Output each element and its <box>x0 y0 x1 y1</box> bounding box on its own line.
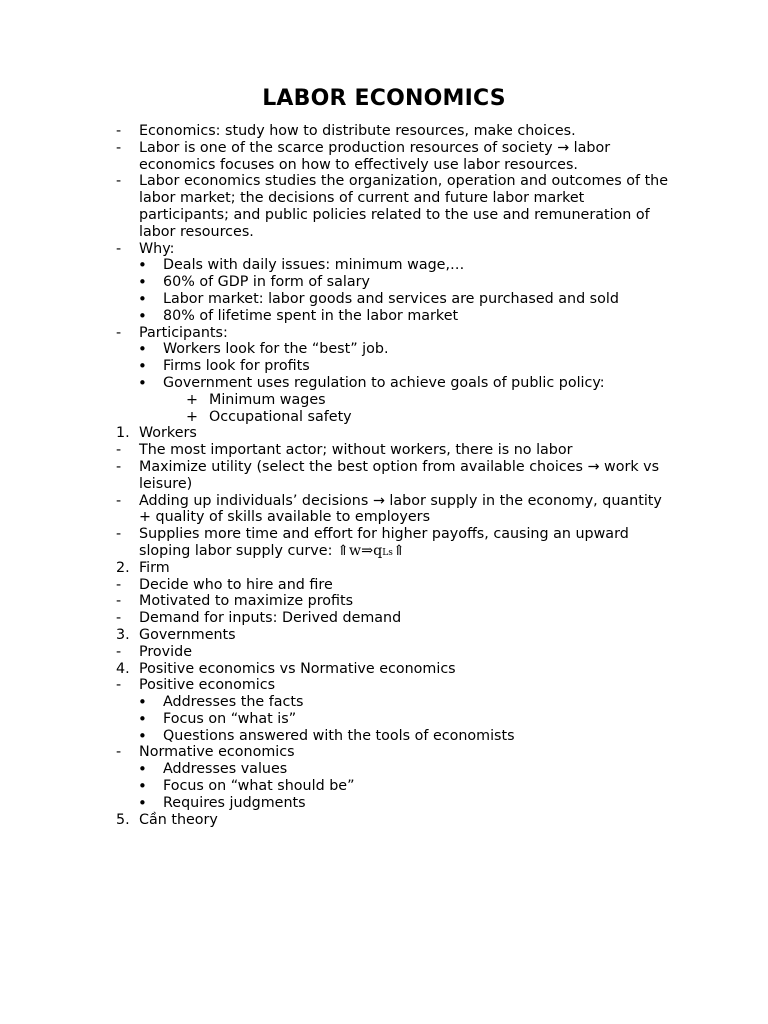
list-item <box>0 577 768 594</box>
item-text: Labor market: labor goods and services are purchased and sold <box>163 290 619 307</box>
bullet-marker: • <box>138 256 147 275</box>
item-text: Workers look for the “best” job. <box>163 341 389 358</box>
dash-marker: - <box>116 173 122 190</box>
bullet-marker: • <box>138 709 147 728</box>
item-text: Firms look for profits <box>163 358 310 375</box>
dash-marker: - <box>116 593 122 610</box>
item-text: labor market; the decisions of current and future labor market <box>139 190 585 207</box>
bullet-item <box>0 711 768 728</box>
bullet-item <box>0 358 768 375</box>
list-item <box>0 459 768 476</box>
list-item <box>0 610 768 627</box>
item-text: Focus on “what is” <box>163 710 297 727</box>
dash-marker: - <box>116 492 122 509</box>
item-text: Addresses values <box>163 761 288 778</box>
list-item <box>0 325 768 342</box>
bullet-item <box>0 778 768 795</box>
supply-formula: ⇑w⇒q <box>336 542 383 559</box>
list-item <box>0 526 768 543</box>
dash-marker: - <box>116 458 122 475</box>
list-item <box>0 493 768 510</box>
item-text: + quality of skills available to employers <box>139 509 431 526</box>
list-item <box>0 442 768 459</box>
bullet-item <box>0 291 768 308</box>
item-text: Government uses regulation to achieve goals of public policy: <box>163 374 605 391</box>
list-item <box>0 644 768 661</box>
dash-marker: - <box>116 677 122 694</box>
formula-end: ⇑ <box>392 542 405 559</box>
item-text: 80% of lifetime spent in the labor market <box>163 307 459 324</box>
dash-marker: - <box>116 576 122 593</box>
formula-subscript: Ls <box>382 547 393 558</box>
item-text: Motivated to maximize profits <box>139 593 354 610</box>
bullet-marker: • <box>138 726 147 745</box>
bullet-item <box>0 257 768 274</box>
item-text: Addresses the facts <box>163 694 304 711</box>
document-body <box>0 123 768 828</box>
item-text: Focus on “what should be” <box>163 778 355 795</box>
bullet-marker: • <box>138 306 147 325</box>
item-text: Normative economics <box>139 744 295 761</box>
dash-marker: - <box>116 442 122 459</box>
number-marker: 2. <box>116 559 130 576</box>
list-item-continuation <box>0 207 768 224</box>
bullet-marker: • <box>138 693 147 712</box>
bullet-marker: • <box>138 793 147 812</box>
number-marker: 1. <box>116 425 130 442</box>
item-text: Deals with daily issues: minimum wage,… <box>163 257 465 274</box>
bullet-item <box>0 795 768 812</box>
heading-text: Positive economics vs Normative economics <box>139 660 456 677</box>
heading-text: Cần theory <box>139 811 218 828</box>
item-text: The most important actor; without workers, there is no labor <box>139 442 573 459</box>
list-item <box>0 593 768 610</box>
bullet-item <box>0 375 768 392</box>
bullet-marker: • <box>138 777 147 796</box>
bullet-item <box>0 694 768 711</box>
bullet-marker: • <box>138 357 147 376</box>
item-text: Labor is one of the scarce production resources of society → labor <box>139 139 611 156</box>
item-text: Supplies more time and effort for higher payoffs, causing an upward <box>139 526 629 543</box>
list-item-continuation <box>0 190 768 207</box>
dash-marker: - <box>116 240 122 257</box>
item-text: labor resources. <box>139 223 254 240</box>
item-text: Demand for inputs: Derived demand <box>139 610 402 627</box>
bullet-marker: • <box>138 373 147 392</box>
dash-marker: - <box>116 324 122 341</box>
item-text: Decide who to hire and fire <box>139 576 333 593</box>
item-text: Occupational safety <box>209 408 352 425</box>
number-marker: 3. <box>116 626 130 643</box>
bullet-item <box>0 341 768 358</box>
item-text: participants; and public policies related to the use and remuneration of <box>139 206 650 223</box>
list-item <box>0 140 768 157</box>
bullet-item <box>0 728 768 745</box>
list-item <box>0 173 768 190</box>
bullet-marker: • <box>138 289 147 308</box>
item-text: Labor economics studies the organization, operation and outcomes of the <box>139 173 669 190</box>
bullet-item <box>0 308 768 325</box>
numbered-heading <box>0 812 768 829</box>
numbered-heading <box>0 627 768 644</box>
item-text: Positive economics <box>139 677 276 694</box>
numbered-heading <box>0 425 768 442</box>
bullet-item <box>0 274 768 291</box>
item-text: 60% of GDP in form of salary <box>163 274 370 291</box>
dash-marker: - <box>116 643 122 660</box>
plus-item <box>0 409 768 426</box>
item-text: Participants: <box>139 324 228 341</box>
plus-marker: + <box>186 391 198 408</box>
bullet-item <box>0 761 768 778</box>
item-text: Questions answered with the tools of economists <box>163 727 515 744</box>
item-text: economics focuses on how to effectively use labor resources. <box>139 156 578 173</box>
list-item <box>0 744 768 761</box>
heading-text: Workers <box>139 425 197 442</box>
numbered-heading <box>0 661 768 678</box>
item-text: Why: <box>139 240 175 257</box>
bullet-marker: • <box>138 340 147 359</box>
dash-marker: - <box>116 744 122 761</box>
list-item-continuation <box>0 224 768 241</box>
item-text: Economics: study how to distribute resources, make choices. <box>139 123 576 139</box>
number-marker: 4. <box>116 660 130 677</box>
list-item-continuation <box>0 509 768 526</box>
list-item-continuation <box>0 543 768 560</box>
item-text: leisure) <box>139 475 193 492</box>
item-text: Minimum wages <box>209 391 326 408</box>
list-item <box>0 677 768 694</box>
dash-marker: - <box>116 139 122 156</box>
dash-marker: - <box>116 610 122 627</box>
document-title: LABOR ECONOMICS <box>262 86 506 111</box>
list-item <box>0 241 768 258</box>
formula-intro: sloping labor supply curve: <box>139 542 337 559</box>
numbered-heading <box>0 560 768 577</box>
bullet-marker: • <box>138 760 147 779</box>
bullet-marker: • <box>138 273 147 292</box>
list-item-continuation <box>0 157 768 174</box>
item-text: Requires judgments <box>163 794 306 811</box>
dash-marker: - <box>116 123 122 139</box>
item-text: Adding up individuals’ decisions → labor supply in the economy, quantity <box>139 492 662 509</box>
heading-text: Firm <box>139 559 170 576</box>
heading-text: Governments <box>139 626 236 643</box>
number-marker: 5. <box>116 811 130 828</box>
plus-marker: + <box>186 408 198 425</box>
dash-marker: - <box>116 526 122 543</box>
item-text: Maximize utility (select the best option from available choices → work vs <box>139 458 660 475</box>
list-item <box>0 123 768 140</box>
item-text: Provide <box>139 643 192 660</box>
plus-item <box>0 392 768 409</box>
list-item-continuation <box>0 476 768 493</box>
